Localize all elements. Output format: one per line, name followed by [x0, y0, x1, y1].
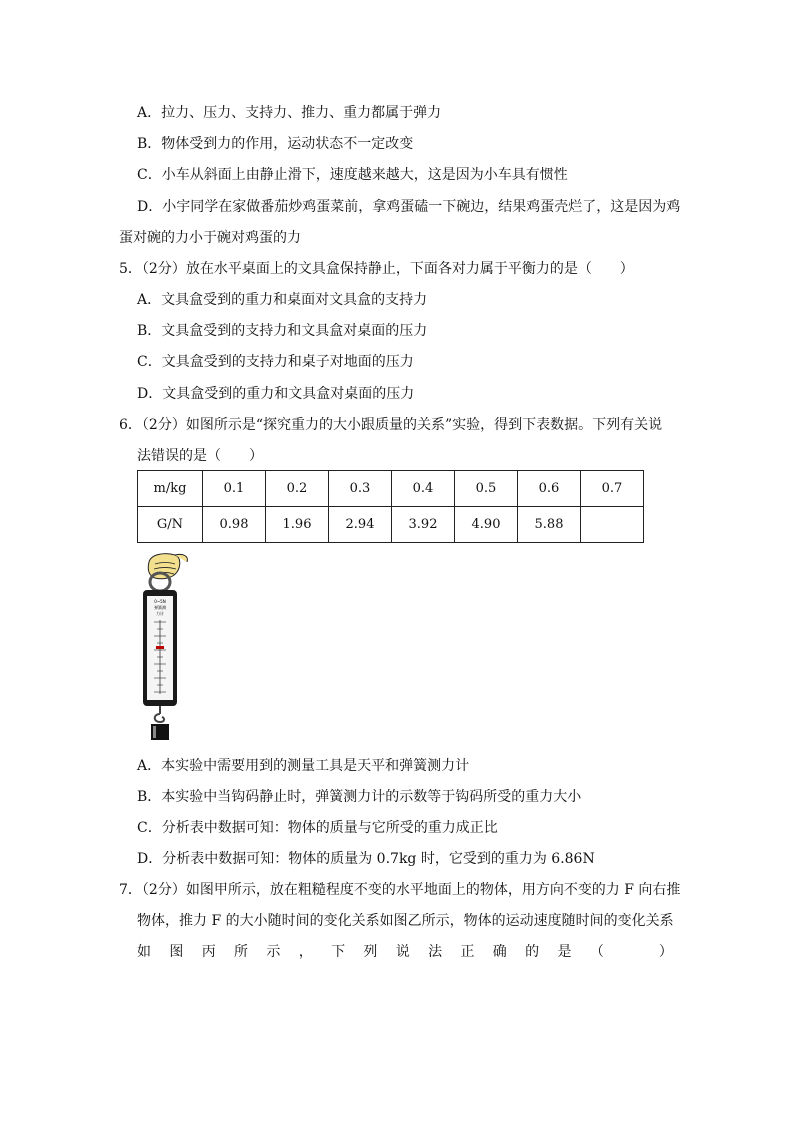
q7-char: ） — [658, 944, 673, 960]
q7-char: 确 — [492, 944, 507, 960]
table-cell: 0.1 — [203, 471, 266, 507]
q4-option-d: D．小宇同学在家做番茄炒鸡蛋菜前，拿鸡蛋磕一下碗边，结果鸡蛋壳烂了，这是因为鸡 — [137, 199, 681, 215]
q5-option-b: B．文具盒受到的支持力和文具盒对桌面的压力 — [137, 323, 428, 339]
q7-char: 示 — [266, 944, 281, 960]
q5-option-a: A．文具盒受到的重力和桌面对文具盒的支持力 — [137, 292, 428, 308]
q6-stem-line1: 6．（2分）如图所示是“探究重力的大小跟质量的关系”实验，得到下表数据。下列有关说 — [119, 417, 663, 433]
table-cell: 0.6 — [518, 471, 581, 507]
q7-char: 列 — [363, 944, 378, 960]
table-cell: 0.3 — [329, 471, 392, 507]
table-cell: 0.98 — [203, 507, 266, 543]
mass-weight-table — [137, 470, 644, 543]
q7-char: （ — [589, 944, 604, 960]
q7-char: 图 — [169, 944, 184, 960]
q5-option-d: D．文具盒受到的重力和文具盒对桌面的压力 — [137, 386, 415, 402]
q6-stem-line2: 法错误的是（ ） — [137, 448, 263, 464]
hook — [155, 714, 164, 722]
scale-label-name2: 力计 — [156, 611, 164, 616]
q6-option-c: C．分析表中数据可知：物体的质量与它所受的重力成正比 — [137, 820, 498, 836]
table-cell: 0.2 — [266, 471, 329, 507]
table-row — [138, 471, 644, 507]
table-cell: G/N — [138, 507, 203, 543]
q7-char: 的 — [525, 944, 540, 960]
q7-char: 是 — [557, 944, 572, 960]
q7-stem-line2: 物体，推力 F 的大小随时间的变化关系如图乙所示，物体的运动速度随时间的变化关系 — [137, 913, 674, 929]
pointer — [156, 646, 164, 649]
q7-stem-line3 — [137, 942, 673, 962]
scale-label-name1: 弹簧测 — [154, 605, 166, 610]
table-cell — [581, 507, 644, 543]
q7-char: 如 — [137, 944, 151, 960]
q4-option-b: B．物体受到力的作用，运动状态不一定改变 — [137, 136, 414, 152]
q5-stem: 5．（2分）放在水平桌面上的文具盒保持静止，下面各对力属于平衡力的是（ ） — [119, 261, 634, 277]
q7-char: 丙 — [201, 944, 216, 960]
table-cell: 0.7 — [581, 471, 644, 507]
q7-char: 下 — [331, 944, 346, 960]
table-cell: 4.90 — [455, 507, 518, 543]
spring-scale-figure — [135, 550, 195, 742]
table-cell: 0.5 — [455, 471, 518, 507]
table-cell: m/kg — [138, 471, 203, 507]
table-cell: 2.94 — [329, 507, 392, 543]
table-cell: 3.92 — [392, 507, 455, 543]
q7-char: 说 — [395, 944, 410, 960]
scale-label-range: 0~5N — [154, 599, 166, 604]
table-cell: 5.88 — [518, 507, 581, 543]
q7-char: ， — [298, 944, 313, 960]
q5-option-c: C．文具盒受到的支持力和桌子对地面的压力 — [137, 354, 414, 370]
table-cell: 0.4 — [392, 471, 455, 507]
q6-option-b: B．本实验中当钩码静止时，弹簧测力计的示数等于钩码所受的重力大小 — [137, 789, 582, 805]
q4-option-a: A．拉力、压力、支持力、推力、重力都属于弹力 — [137, 105, 442, 121]
table-row — [138, 507, 644, 543]
q7-stem-line1: 7．（2分）如图甲所示，放在粗糙程度不变的水平地面上的物体，用方向不变的力 F 向右推 — [119, 882, 681, 898]
q7-char: 法 — [428, 944, 443, 960]
weight-highlight — [153, 726, 156, 738]
q7-char: 所 — [234, 944, 249, 960]
q7-char: 正 — [460, 944, 475, 960]
table-cell: 1.96 — [266, 507, 329, 543]
q4-option-c: C．小车从斜面上由静止滑下，速度越来越大，这是因为小车具有惯性 — [137, 167, 568, 183]
q4-option-d-continuation: 蛋对碗的力小于碗对鸡蛋的力 — [119, 230, 301, 246]
q6-option-d: D．分析表中数据可知：物体的质量为 0.7kg 时，它受到的重力为 6.86N — [137, 851, 595, 867]
q6-option-a: A．本实验中需要用到的测量工具是天平和弹簧测力计 — [137, 758, 470, 774]
